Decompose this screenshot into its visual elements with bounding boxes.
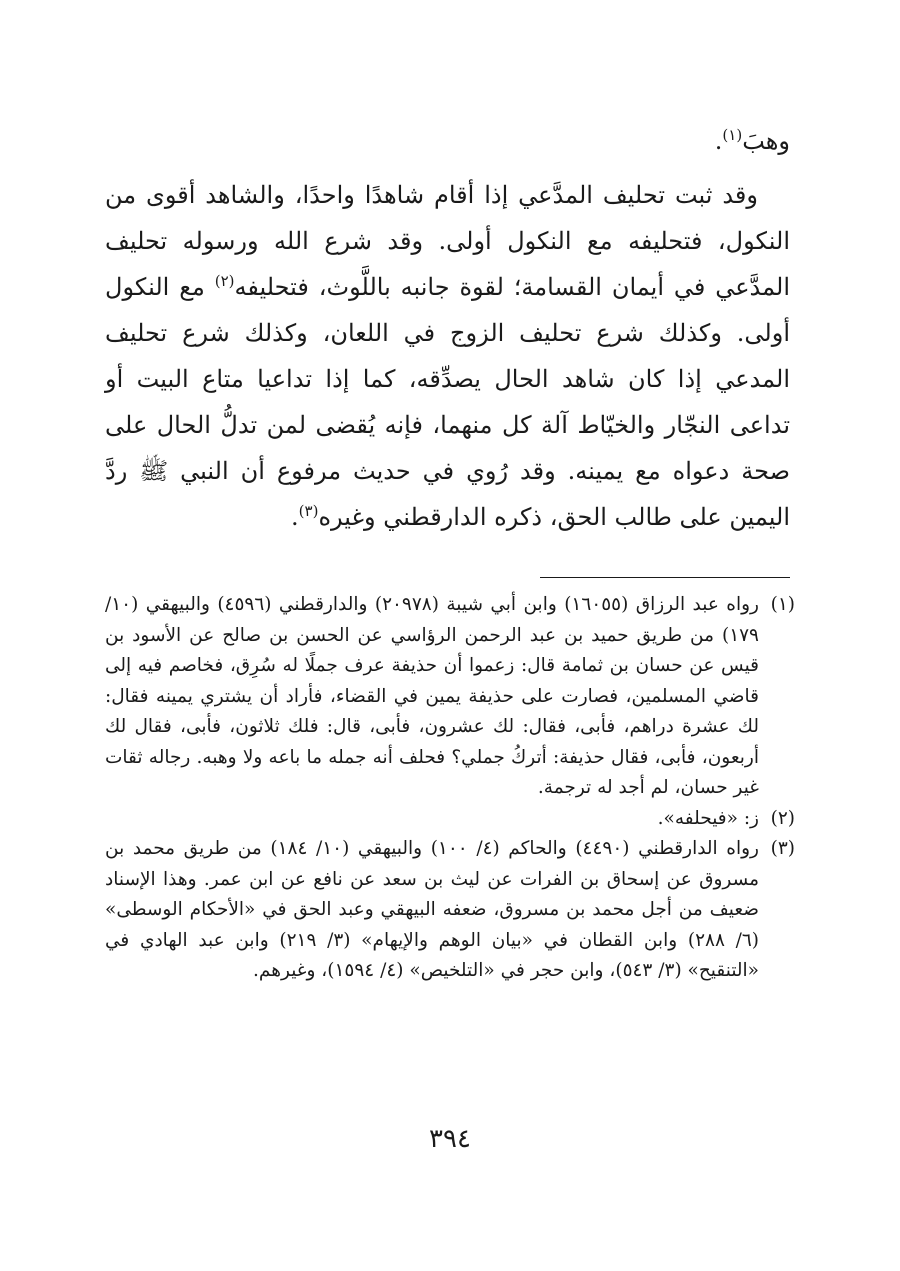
footnote-3 — [105, 834, 795, 987]
paragraph-2 — [105, 172, 790, 540]
paragraph-2-tail: . — [291, 503, 299, 531]
footnote-ref-1: (١) — [722, 126, 743, 144]
footnote-divider — [540, 577, 790, 578]
main-text — [105, 118, 790, 540]
footnote-text: رواه عبد الرزاق (١٦٠٥٥) وابن أبي شيبة (٢٠٩٧٨) والدارقطني (٤٥٩٦) والبيهقي (١٠/ ١٧٩) من طريق حميد بن عبد الرحمن الرؤاسي عن الحسن بن صالح عن الأسود بن قيس عن حسان بن ثمامة قال: زعموا أن حذيفة عرف جملًا له سُرِق، فخاصم فيه إلى قاضي المسلمين، فصارت على حذيفة يمين في القضاء، فأراد أن يشتري يمينه فقال: لك عشرة دراهم، فأبى، فقال: لك عشرون، فأبى، قال: فلك ثلاثون، فأبى، فقال لك أربعون، فأبى، فقال حذيفة: أتركُ جملي؟ فحلف أنه جمله ما باعه ولا وهبه. رجاله ثقات غير حسان، لم أجد له ترجمة. — [105, 594, 759, 798]
footnote-ref-3: (٣) — [298, 502, 319, 520]
footnote-number: (٢) — [770, 807, 795, 829]
paragraph-2-part-a: وقد ثبت تحليف المدَّعي إذا أقام شاهدًا واحدًا، والشاهد أقوى من النكول، فتحليفه مع النكول أولى. وقد شرع الله ورسوله تحليف المدَّعي في أيمان القسامة؛ لقوة جانبه باللَّوث، فتحليفه — [105, 181, 790, 301]
footnote-1 — [105, 590, 795, 804]
footnote-text: رواه الدارقطني (٤٤٩٠) والحاكم (٤/ ١٠٠) والبيهقي (١٠/ ١٨٤) من طريق محمد بن مسروق عن إسحاق بن الفرات عن ليث بن سعد عن نافع عن ابن عمر. وهذا الإسناد ضعيف من أجل محمد بن مسروق، ضعفه البيهقي وعبد الحق في «الأحكام الوسطى» (٦/ ٢٨٨) وابن القطان في «بيان الوهم والإيهام» (٣/ ٢١٩) وابن عبد الهادي في «التنقيح» (٣/ ٥٤٣)، وابن حجر في «التلخيص» (٤/ ١٥٩٤)، وغيرهم. — [105, 838, 759, 981]
footnote-text: ز: «فيحلفه». — [657, 807, 759, 829]
footnote-2 — [105, 804, 795, 835]
footnote-number: (١) — [770, 594, 795, 615]
footnote-number: (٣) — [770, 838, 795, 859]
paragraph-2-part-b: مع النكول أولى. وكذلك شرع تحليف الزوج في اللعان، وكذلك شرع تحليف المدعي إذا كان شاهد الحال يصدِّقه، كما إذا تداعيا متاع البيت أو تداعى النجّار والخيّاط آلة كل منهما، فإنه يُقضى لمن تدلُّ الحال على صحة دعواه مع يمينه. وقد رُوي في حديث مرفوع أن النبي ﷺ ردَّ اليمين على طالب الحق، ذكره الدارقطني وغيره — [105, 273, 790, 531]
paragraph-1-tail: . — [714, 127, 723, 155]
paragraph-1-text: وهبَ — [742, 127, 790, 155]
page-number: ٣٩٤ — [429, 1124, 471, 1154]
footnotes — [105, 590, 795, 987]
paragraph-1 — [105, 118, 790, 164]
footnote-ref-2: (٢) — [214, 272, 235, 290]
